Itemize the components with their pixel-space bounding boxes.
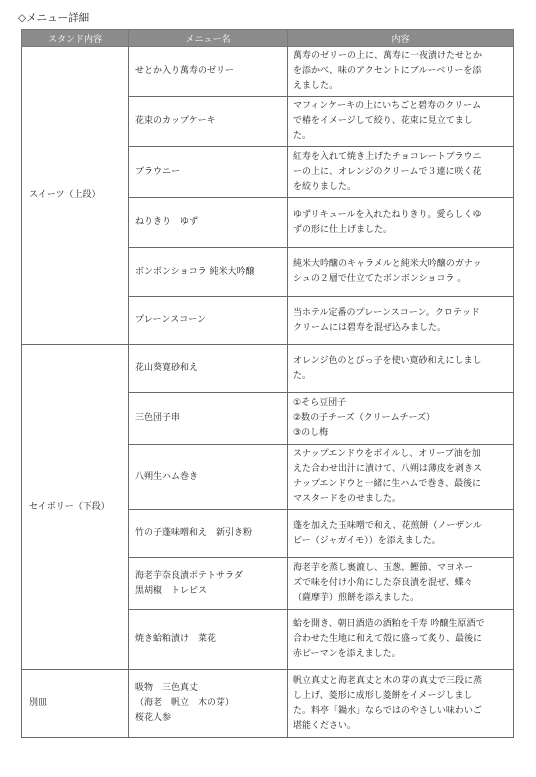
desc-cell: [288, 297, 514, 345]
menu-cell: [129, 297, 288, 345]
table-row: [22, 670, 514, 738]
desc-line: を絞りました。: [293, 181, 357, 192]
desc-cell: [288, 393, 514, 445]
menu-name: 花山葵寛砂和え: [135, 363, 199, 373]
table-row: [22, 345, 514, 393]
menu-name: 花束のカップケーキ: [135, 116, 216, 126]
desc-cell: [288, 97, 514, 147]
category-cell: セイボリー（下段）: [22, 345, 129, 670]
desc-cell: [288, 248, 514, 297]
menu-cell: [129, 558, 288, 610]
menu-name: 焼き蛤粕漬け 菜花: [135, 634, 217, 644]
desc-line: し上げ、菱形に成形し菱餅をイメージしまし: [293, 690, 473, 701]
desc-line: 当ホテル定番のプレーンスコーン。クロテッド: [293, 307, 480, 318]
desc-line: 海老芋を蒸し裏漉し、玉葱、鰹節、マヨネー: [293, 563, 474, 573]
desc-cell: [288, 47, 514, 97]
desc-line: スナップエンドウをボイルし、オリーブ油を加: [293, 449, 481, 459]
desc-line: （薩摩芋）煎餅を添えました。: [293, 593, 420, 603]
desc-line: ナップエンドウと一緒に生ハムで巻き、最後に: [293, 479, 482, 489]
menu-cell: [129, 147, 288, 198]
category-cell: スイーツ（上段）: [22, 47, 129, 345]
desc-line: を添かべ、味のアクセントにブルーベリーを添: [293, 66, 482, 76]
desc-line: 萬寿のゼリーの上に、萬寿に一夜漬けたせとか: [293, 51, 483, 61]
menu-cell: [129, 248, 288, 297]
menu-name: ねりきり ゆず: [135, 217, 199, 227]
desc-line: で椿をイメージして絞り、花束に見立てまし: [293, 116, 473, 126]
menu-name: 黒胡椒 トレビス: [135, 585, 208, 596]
menu-cell: [129, 198, 288, 248]
desc-line: えた合わせ出汁に漬けて、八朔は薄皮を剥きス: [293, 464, 482, 474]
desc-line: ーの上に、オレンジのクリームで３連に咲く花: [293, 166, 482, 177]
table-header-row: [22, 30, 514, 47]
desc-line: ずの形に仕上げました。: [293, 224, 393, 235]
menu-name: 三色団子串: [135, 413, 181, 423]
desc-cell: [288, 445, 514, 510]
desc-line: えました。: [293, 81, 339, 91]
menu-name: ボンボンショコラ 純米大吟醸: [135, 266, 255, 277]
desc-cell: [288, 147, 514, 198]
desc-line: た。: [293, 131, 312, 141]
menu-name: プレーンスコーン: [135, 315, 207, 325]
desc-line: シュの２層で仕立てたボンボンショコラ 。: [293, 274, 467, 284]
menu-cell: [129, 510, 288, 558]
header-stand: スタンド内容: [22, 30, 129, 47]
desc-cell: [288, 670, 514, 738]
desc-line: た。料亭「鍋水」ならではのやさしい味わいご: [293, 705, 482, 716]
menu-cell: [129, 47, 288, 97]
desc-cell: [288, 510, 514, 558]
menu-cell: [129, 97, 288, 147]
category-cell: 別皿: [22, 670, 129, 738]
desc-cell: [288, 610, 514, 670]
desc-line: 堪能ください。: [293, 720, 357, 731]
desc-line: 合わせた生地に和えて殻に盛って炙り、最後に: [293, 634, 483, 644]
desc-line: ズで味を付け小角にした奈良漬を混ぜ、蝶々: [293, 578, 473, 588]
table-row: [22, 47, 514, 97]
menu-name: ブラウニー: [135, 166, 181, 177]
menu-name: （海老 帆立 木の芽）: [135, 698, 235, 708]
menu-name: 桜花人参: [135, 713, 172, 723]
header-menu-name: メニュー名: [129, 30, 288, 47]
menu-name: 八朔生ハム巻き: [135, 471, 199, 482]
desc-line: マフィンケーキの上にいちごと碧寿のクリーム: [293, 101, 482, 111]
section-title: ◇メニュー詳細: [18, 12, 90, 24]
desc-line: ビー（ジャガイモ））を添えました。: [293, 535, 441, 546]
menu-cell: [129, 445, 288, 510]
desc-line: 蛤を開き、朝日酒造の酒粕を千寿 吟醸生原酒で: [293, 619, 485, 629]
desc-line: 赤ピーマンを添えました。: [293, 649, 401, 659]
menu-name: せとか入り萬寿のゼリー: [135, 66, 235, 76]
menu-cell: [129, 345, 288, 393]
desc-cell: [288, 198, 514, 248]
desc-cell: [288, 345, 514, 393]
menu-cell: [129, 670, 288, 738]
menu-name: 竹の子蓬味噌和え 新引き粉: [135, 528, 253, 538]
desc-line: 帆立真丈と海老真丈と木の芽の真丈で三段に蒸: [293, 675, 483, 686]
desc-line: オレンジ色のとびっ子を使い寛砂和えにしまし: [293, 355, 482, 366]
desc-line: 純米大吟醸のキャラメルと純米大吟醸のガナッ: [293, 259, 482, 269]
header-content: 内容: [288, 30, 514, 47]
desc-line: た。: [293, 370, 312, 381]
desc-line: マスタードをのせました。: [293, 494, 402, 504]
menu-detail-table: [21, 29, 514, 738]
desc-line: ③のし梅: [293, 428, 329, 438]
desc-cell: [288, 558, 514, 610]
desc-line: 蓬を加えた玉味噌で和え、花煎餅（ノーザンル: [293, 520, 482, 531]
menu-cell: [129, 393, 288, 445]
menu-name: 海老芋奈良漬ポテトサラダ: [135, 570, 243, 581]
desc-line: 紅寿を入れて焼き上げたチョコレートブラウニ: [293, 151, 482, 162]
desc-line: ゆずリキュールを入れたねりきり。愛らしくゆ: [293, 209, 482, 220]
desc-line: ②数の子チーズ（クリームチーズ）: [293, 413, 435, 423]
menu-name: 吸物 三色真丈: [135, 683, 199, 693]
desc-line: クリームには碧寿を混ぜ込みました。: [293, 322, 447, 333]
desc-line: ①そら豆団子: [293, 398, 347, 408]
menu-cell: [129, 610, 288, 670]
